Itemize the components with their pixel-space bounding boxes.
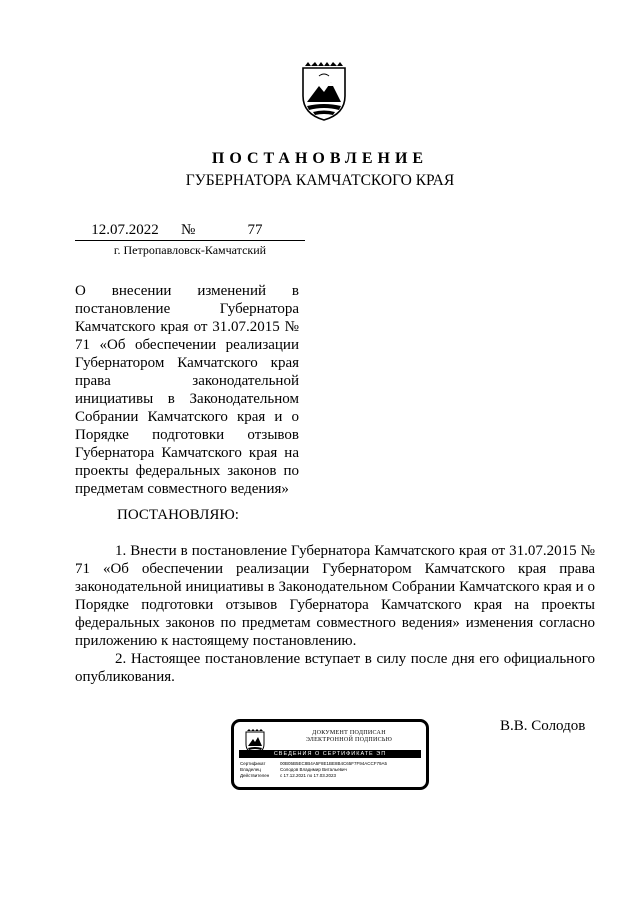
document-subtitle: ГУБЕРНАТОРА КАМЧАТСКОГО КРАЯ bbox=[185, 172, 455, 189]
document-subject: О внесении изменений в постановление Губернатора Камчатского края от 31.07.2015 № 71 «Об обеспечении реализации Губернатором Камчатского края права законодательной инициативы в Законодательном Собрании Камчатского края и о Порядке подготовки отзывов Губернатора Камчатского края на проекты федеральных законов по предметам совместного ведения» bbox=[75, 283, 299, 497]
stamp-row-key: Действителен bbox=[240, 773, 270, 778]
stamp-line-2: ЭЛЕКТРОННОЙ ПОДПИСЬЮ bbox=[305, 737, 393, 743]
stamp-row-value: Солодов Владимир Витальевич bbox=[280, 767, 347, 772]
stamp-certificate-band: СВЕДЕНИЯ О СЕРТИФИКАТЕ ЭП bbox=[239, 750, 421, 758]
city-label: г. Петропавловск-Камчатский bbox=[113, 243, 267, 257]
date-number-underline bbox=[75, 240, 305, 241]
stamp-row-value: с 17.12.2021 по 17.03.2023 bbox=[280, 773, 336, 778]
document-date: 12.07.2022 bbox=[91, 222, 159, 238]
paragraph-2: 2. Настоящее постановление вступает в силу после дня его официального опубликования. bbox=[75, 651, 595, 685]
electronic-signature-stamp bbox=[231, 719, 429, 790]
number-sign: № bbox=[181, 222, 196, 238]
stamp-row-key: Владелец bbox=[240, 767, 261, 772]
document-body bbox=[75, 542, 595, 686]
stamp-row-certificate bbox=[240, 761, 387, 766]
stamp-line-1: ДОКУМЕНТ ПОДПИСАН bbox=[312, 730, 386, 736]
stamp-row-value: 00B05B5EC8B4A5F8E1BE8B4C65F7F94ACCF79A5 bbox=[280, 761, 388, 766]
stamp-row-key: Сертификат bbox=[240, 761, 266, 766]
coat-of-arms-icon bbox=[299, 62, 349, 122]
stamp-heading bbox=[274, 730, 424, 744]
resolve-heading: ПОСТАНОВЛЯЮ: bbox=[117, 507, 239, 523]
stamp-row-validity bbox=[240, 773, 336, 778]
document-number: 77 bbox=[247, 222, 263, 238]
signature-name: В.В. Солодов bbox=[500, 718, 586, 734]
paragraph-1: 1. Внести в постановление Губернатора Камчатского края от 31.07.2015 № 71 «Об обеспечении реализации Губернатором Камчатского края права законодательной инициативы в Законодательном Собрании Камчатского края и о Порядке подготовки отзывов Губернатора Камчатского края на проекты федеральных законов по предметам совместного ведения» изменения согласно приложению к настоящему постановлению. bbox=[75, 543, 595, 649]
document-title: ПОСТАНОВЛЕНИЕ bbox=[211, 150, 429, 167]
stamp-row-owner bbox=[240, 767, 347, 772]
